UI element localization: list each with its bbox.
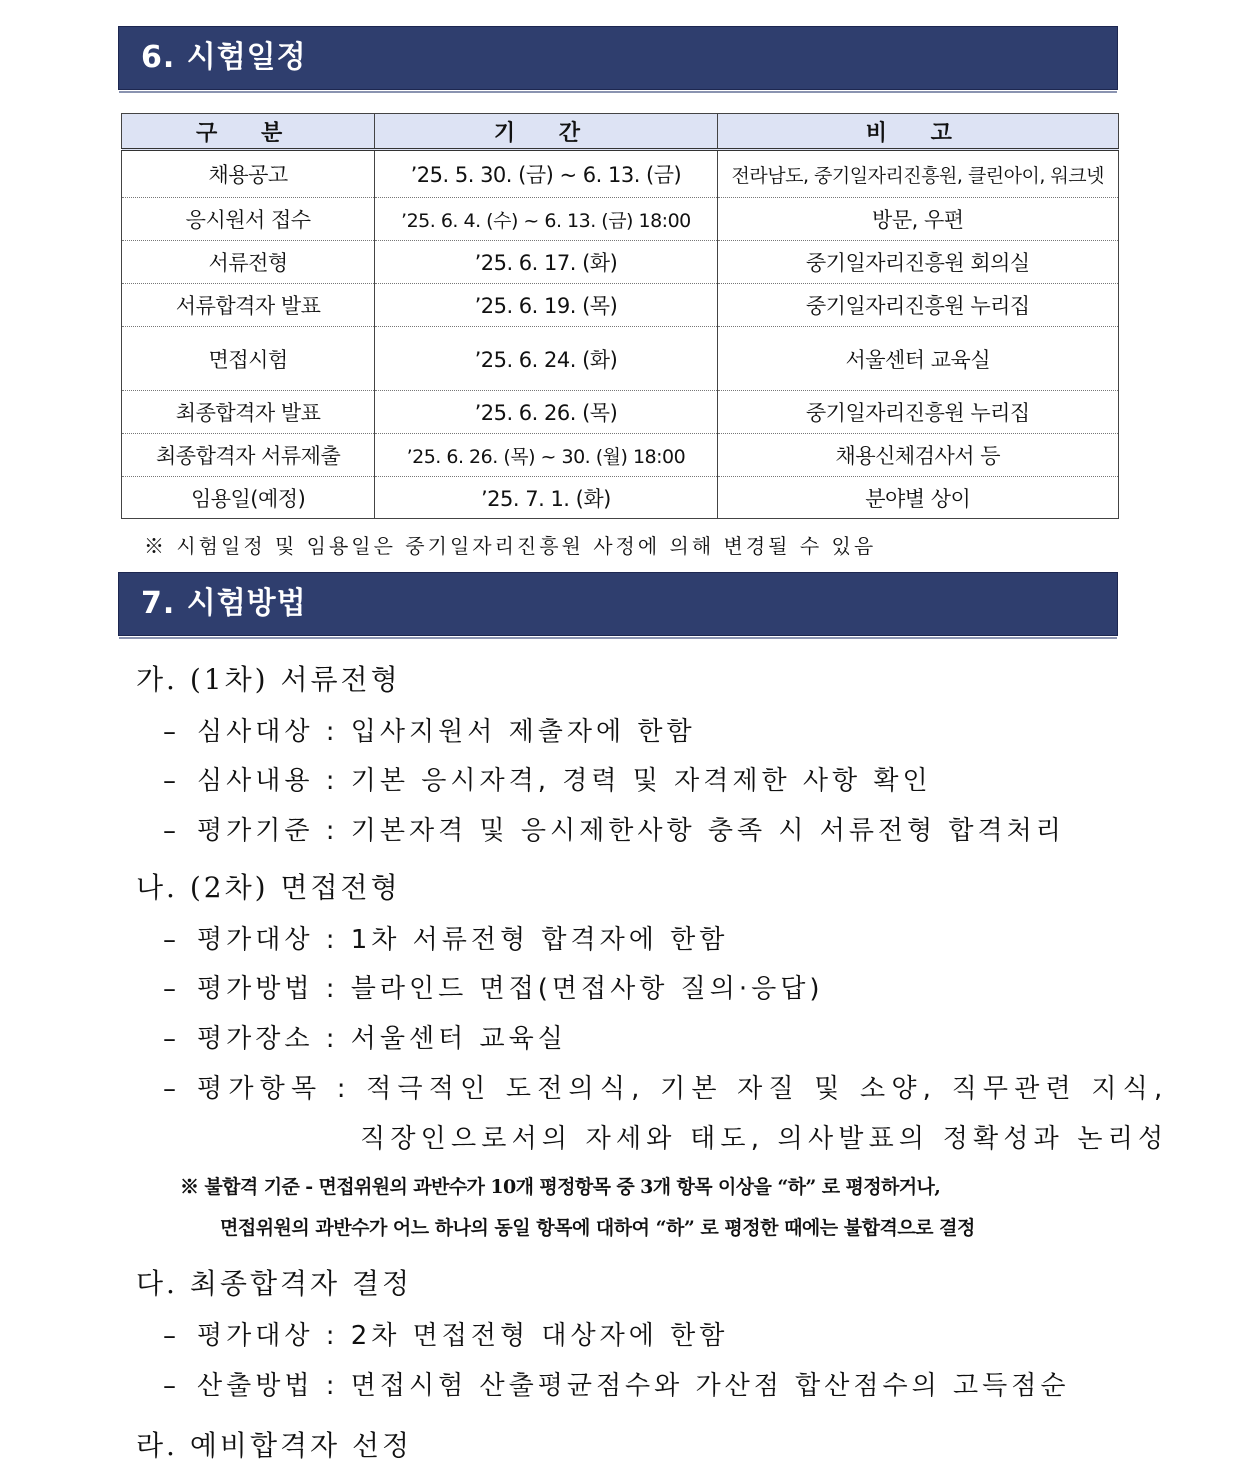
item-text: 평가항목 : 적극적인 도전의식, 기본 자질 및 소양, 직무관련 지식, <box>197 1074 1169 1104</box>
list-item <box>163 810 1065 847</box>
table-row <box>122 241 1119 284</box>
item-text: 심사대상 : 입사지원서 제출자에 한함 <box>197 717 696 747</box>
header-period: 기 간 <box>375 114 717 150</box>
table-header-row <box>122 114 1119 150</box>
cell-remarks: 채용신체검사서 등 <box>717 434 1118 477</box>
dash-marker: – <box>163 925 180 955</box>
cell-category: 채용공고 <box>122 150 375 198</box>
cell-period: ’25. 5. 30. (금) ~ 6. 13. (금) <box>375 150 717 198</box>
cell-category: 면접시험 <box>122 327 375 391</box>
item-text: 평가대상 : 1차 서류전형 합격자에 한함 <box>197 925 729 955</box>
list-item <box>163 760 932 797</box>
subheading-da: 다. 최종합격자 결정 <box>136 1267 413 1300</box>
dash-marker: – <box>163 974 180 1004</box>
cell-period: ’25. 6. 24. (화) <box>375 327 717 391</box>
cell-remarks: 분야별 상이 <box>717 477 1118 519</box>
item-text: 평가방법 : 블라인드 면접(면접사항 질의·응답) <box>197 974 824 1004</box>
item-continuation: 직장인으로서의 자세와 태도, 의사발표의 정확성과 논리성 <box>360 1124 1169 1154</box>
item-text: 평가기준 : 기본자격 및 응시제한사항 충족 시 서류전형 합격처리 <box>197 816 1065 846</box>
schedule-note: ※ 시험일정 및 임용일은 중기일자리진흥원 사정에 의해 변경될 수 있음 <box>144 534 877 558</box>
cell-remarks: 중기일자리진흥원 누리집 <box>717 284 1118 327</box>
schedule-table <box>121 113 1119 519</box>
dash-marker: – <box>163 816 180 846</box>
dash-marker: – <box>163 766 180 796</box>
fail-criteria-note-line1: ※ 불합격 기준 - 면접위원의 과반수가 10개 평정항목 중 3개 항목 이상을 “하” 로 평정하거나, <box>180 1176 941 1198</box>
dash-marker: – <box>163 1074 183 1104</box>
table-row <box>122 198 1119 241</box>
item-text: 평가대상 : 2차 면접전형 대상자에 한함 <box>197 1321 729 1351</box>
item-text: 평가장소 : 서울센터 교육실 <box>197 1024 567 1054</box>
list-item <box>163 1068 1168 1105</box>
cell-category: 서류전형 <box>122 241 375 284</box>
cell-remarks: 전라남도, 중기일자리진흥원, 클린아이, 워크넷 <box>717 150 1118 198</box>
item-text: 심사내용 : 기본 응시자격, 경력 및 자격제한 사항 확인 <box>197 766 932 796</box>
table-row <box>122 434 1119 477</box>
header-remarks: 비 고 <box>717 114 1118 150</box>
table-row <box>122 327 1119 391</box>
cell-period: ’25. 6. 26. (목) <box>375 391 717 434</box>
cell-remarks: 중기일자리진흥원 누리집 <box>717 391 1118 434</box>
list-item <box>163 711 696 748</box>
table-row <box>122 477 1119 519</box>
header-category: 구 분 <box>122 114 375 150</box>
cell-period: ’25. 6. 17. (화) <box>375 241 717 284</box>
cell-remarks: 서울센터 교육실 <box>717 327 1118 391</box>
cell-remarks: 중기일자리진흥원 회의실 <box>717 241 1118 284</box>
cell-category: 최종합격자 발표 <box>122 391 375 434</box>
subheading-na: 나. (2차) 면접전형 <box>136 871 401 904</box>
cell-category: 응시원서 접수 <box>122 198 375 241</box>
cell-remarks: 방문, 우편 <box>717 198 1118 241</box>
cell-period: ’25. 6. 26. (목) ~ 30. (월) 18:00 <box>375 434 717 477</box>
table-row <box>122 150 1119 198</box>
cell-category: 최종합격자 서류제출 <box>122 434 375 477</box>
list-item <box>163 1365 1069 1402</box>
subheading-ra: 라. 예비합격자 선정 <box>136 1429 413 1462</box>
cell-category: 서류합격자 발표 <box>122 284 375 327</box>
section-6-title: 6. 시험일정 <box>118 26 1118 90</box>
cell-period: ’25. 6. 19. (목) <box>375 284 717 327</box>
subheading-ga: 가. (1차) 서류전형 <box>136 663 401 696</box>
dash-marker: – <box>163 717 180 747</box>
list-item <box>163 1315 728 1352</box>
cell-category: 임용일(예정) <box>122 477 375 519</box>
item-text: 산출방법 : 면접시험 산출평균점수와 가산점 합산점수의 고득점순 <box>197 1371 1070 1401</box>
cell-period: ’25. 6. 4. (수) ~ 6. 13. (금) 18:00 <box>375 198 717 241</box>
list-item <box>163 1018 567 1055</box>
dash-marker: – <box>163 1321 180 1351</box>
fail-criteria-note-line2: 면접위원의 과반수가 어느 하나의 동일 항목에 대하여 “하” 로 평정한 때에는 불합격으로 결정 <box>220 1217 975 1239</box>
dash-marker: – <box>163 1024 180 1054</box>
section-7-title: 7. 시험방법 <box>118 572 1118 636</box>
list-item <box>163 919 728 956</box>
cell-period: ’25. 7. 1. (화) <box>375 477 717 519</box>
table-row <box>122 284 1119 327</box>
dash-marker: – <box>163 1371 180 1401</box>
table-row <box>122 391 1119 434</box>
list-item <box>163 968 823 1005</box>
